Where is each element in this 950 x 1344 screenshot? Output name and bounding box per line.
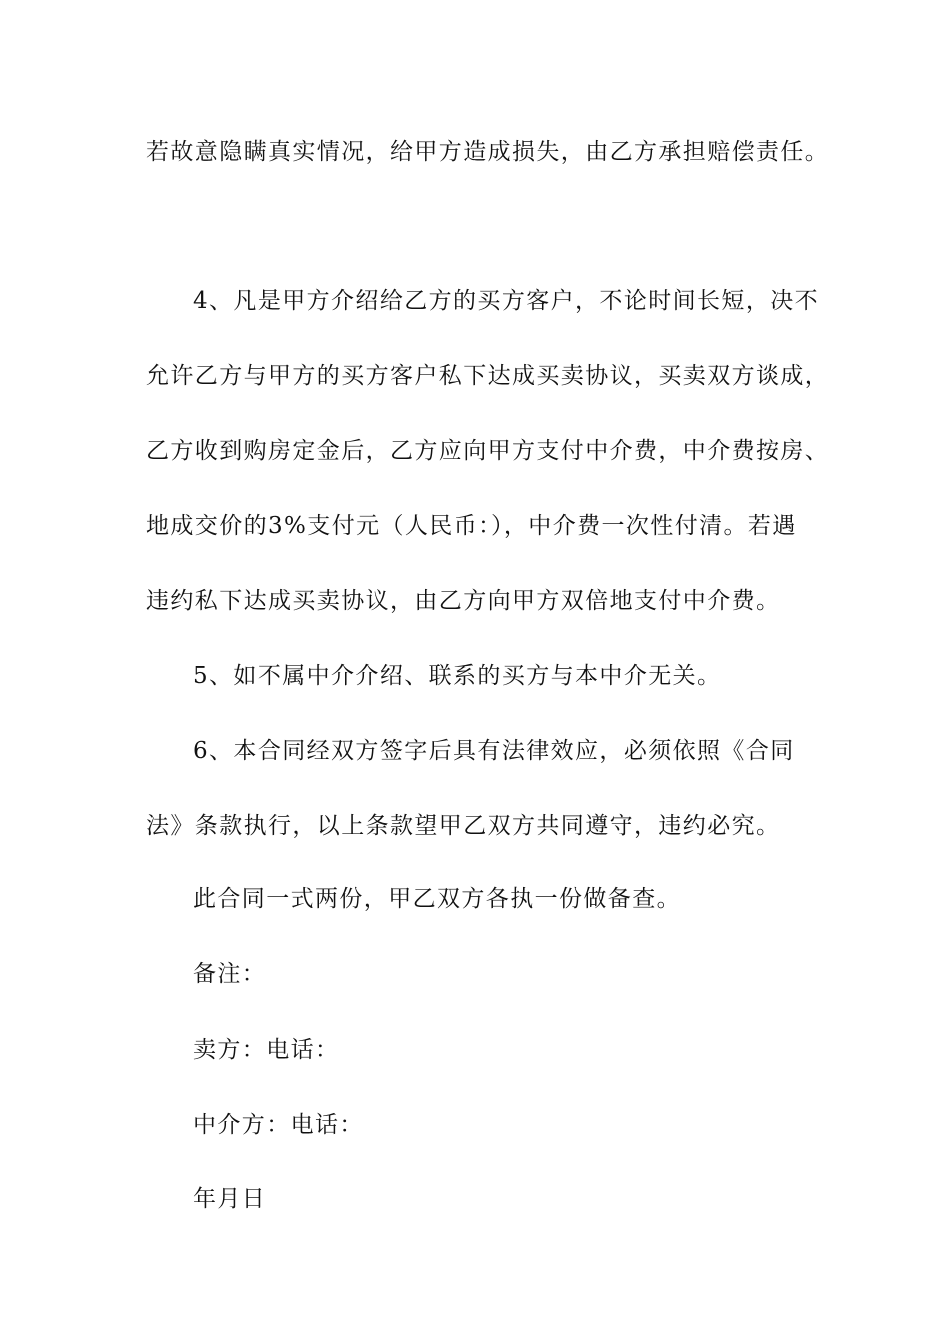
clause-4-line-5: 违约私下达成买卖协议，由乙方向甲方双倍地支付中介费。 — [146, 588, 781, 614]
clause-4-line-2: 允许乙方与甲方的买方客户私下达成买卖协议，买卖双方谈成， — [146, 363, 830, 389]
remarks-label: 备注： — [193, 961, 267, 987]
clause-5-line: 5、如不属中介介绍、联系的买方与本中介无关。 — [193, 663, 722, 689]
seller-phone-line: 卖方：电话： — [193, 1037, 340, 1063]
clause-4-line-3: 乙方收到购房定金后，乙方应向甲方支付中介费，中介费按房、 — [146, 438, 830, 464]
clause-4-line-1: 4、凡是甲方介绍给乙方的买方客户，不论时间长短，决不 — [193, 288, 820, 314]
clause-6-line-1: 6、本合同经双方签字后具有法律效应，必须依照《合同 — [193, 738, 795, 764]
agent-phone-line: 中介方：电话： — [193, 1112, 364, 1138]
clause-6-line-2: 法》条款执行，以上条款望甲乙双方共同遵守，违约必究。 — [146, 813, 781, 839]
copies-statement: 此合同一式两份，甲乙双方各执一份做备查。 — [193, 886, 681, 912]
clause-4-line-4: 地成交价的3%支付元（人民币：），中介费一次性付清。若遇 — [146, 513, 797, 539]
paragraph-line-1: 若故意隐瞒真实情况，给甲方造成损失，由乙方承担赔偿责任。 — [146, 139, 830, 165]
date-line: 年月日 — [193, 1186, 267, 1212]
